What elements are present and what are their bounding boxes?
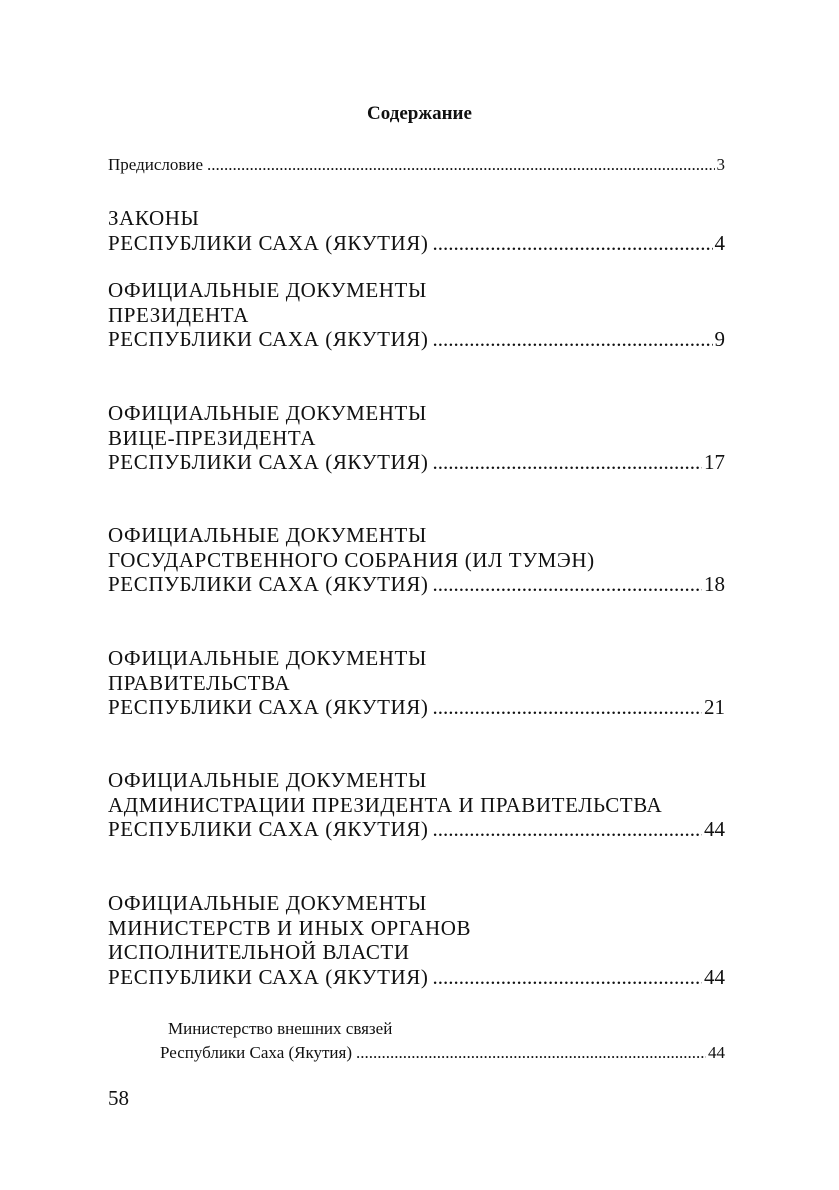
- toc-page-number: 9: [714, 327, 725, 351]
- page-title: Содержание: [367, 103, 472, 124]
- toc-line: [108, 572, 725, 597]
- toc-entry-text: РЕСПУБЛИКИ САХА (ЯКУТИЯ): [108, 450, 429, 474]
- dot-leader: [432, 695, 702, 720]
- toc-line: ПРАВИТЕЛЬСТВА: [108, 670, 291, 695]
- toc-section-administration: [108, 768, 725, 842]
- toc-page-number: 17: [704, 450, 725, 474]
- dot-leader: [432, 817, 702, 842]
- toc-line: ОФИЦИАЛЬНЫЕ ДОКУМЕНТЫ: [108, 523, 427, 547]
- page-folio: 58: [108, 1086, 129, 1110]
- toc-line: ОФИЦИАЛЬНЫЕ ДОКУМЕНТЫ: [108, 646, 427, 670]
- dot-leader: [432, 965, 702, 990]
- toc-line: ОФИЦИАЛЬНЫЕ ДОКУМЕНТЫ: [108, 401, 427, 425]
- toc-line: ЗАКОНЫ: [108, 206, 200, 230]
- toc-line: [108, 817, 725, 842]
- toc-page-number: 4: [714, 230, 725, 255]
- toc-section-president: [108, 278, 725, 352]
- toc-page-number: 44: [704, 817, 725, 841]
- toc-section-laws: [108, 206, 725, 255]
- toc-line: ОФИЦИАЛЬНЫЕ ДОКУМЕНТЫ: [108, 891, 427, 915]
- toc-entry-text: Республики Саха (Якутия): [160, 1043, 353, 1062]
- dot-leader: [432, 327, 712, 352]
- toc-entry-text: РЕСПУБЛИКИ САХА (ЯКУТИЯ): [108, 817, 429, 841]
- toc-line: ОФИЦИАЛЬНЫЕ ДОКУМЕНТЫ: [108, 768, 427, 792]
- toc-entry-text: Предисловие: [108, 155, 204, 174]
- toc-preface: [108, 153, 725, 177]
- toc-line: [108, 695, 725, 720]
- toc-line: [108, 965, 725, 990]
- toc-line: [108, 153, 725, 177]
- toc-entry-text: РЕСПУБЛИКИ САХА (ЯКУТИЯ): [108, 327, 429, 351]
- toc-line: ГОСУДАРСТВЕННОГО СОБРАНИЯ (ИЛ ТУМЭН): [108, 547, 595, 572]
- toc-section-ministries: [108, 891, 725, 989]
- dot-leader: [207, 153, 714, 177]
- dot-leader: [432, 231, 712, 256]
- toc-page-number: 44: [704, 964, 725, 989]
- toc-entry-text: РЕСПУБЛИКИ САХА (ЯКУТИЯ): [108, 572, 429, 596]
- dot-leader: [356, 1041, 706, 1065]
- toc-entry-text: РЕСПУБЛИКИ САХА (ЯКУТИЯ): [108, 695, 429, 719]
- toc-line: [108, 450, 725, 475]
- toc-line: ПРЕЗИДЕНТА: [108, 302, 249, 327]
- dot-leader: [432, 572, 702, 597]
- toc-entry-text: РЕСПУБЛИКИ САХА (ЯКУТИЯ): [108, 964, 429, 989]
- toc-line: [160, 1041, 725, 1065]
- dot-leader: [432, 450, 702, 475]
- toc-section-state-assembly: [108, 523, 725, 597]
- toc-entry-text: РЕСПУБЛИКИ САХА (ЯКУТИЯ): [108, 230, 429, 255]
- toc-line: ИСПОЛНИТЕЛЬНОЙ ВЛАСТИ: [108, 940, 410, 964]
- toc-page-number: 3: [716, 155, 725, 174]
- toc-line: Министерство внешних связей: [168, 1019, 393, 1038]
- toc-page-number: 18: [704, 572, 725, 596]
- toc-subsection-foreign-relations: [160, 1017, 725, 1065]
- toc-page-number: 44: [708, 1043, 725, 1062]
- toc-line: ОФИЦИАЛЬНЫЕ ДОКУМЕНТЫ: [108, 278, 427, 302]
- toc-page-number: 21: [704, 695, 725, 719]
- toc-section-government: [108, 646, 725, 720]
- toc-section-vice-president: [108, 401, 725, 475]
- toc-line: [108, 231, 725, 256]
- toc-line: [108, 327, 725, 352]
- toc-line: МИНИСТЕРСТВ И ИНЫХ ОРГАНОВ: [108, 915, 472, 940]
- toc-line: АДМИНИСТРАЦИИ ПРЕЗИДЕНТА И ПРАВИТЕЛЬСТВА: [108, 792, 663, 817]
- toc-line: ВИЦЕ-ПРЕЗИДЕНТА: [108, 425, 317, 450]
